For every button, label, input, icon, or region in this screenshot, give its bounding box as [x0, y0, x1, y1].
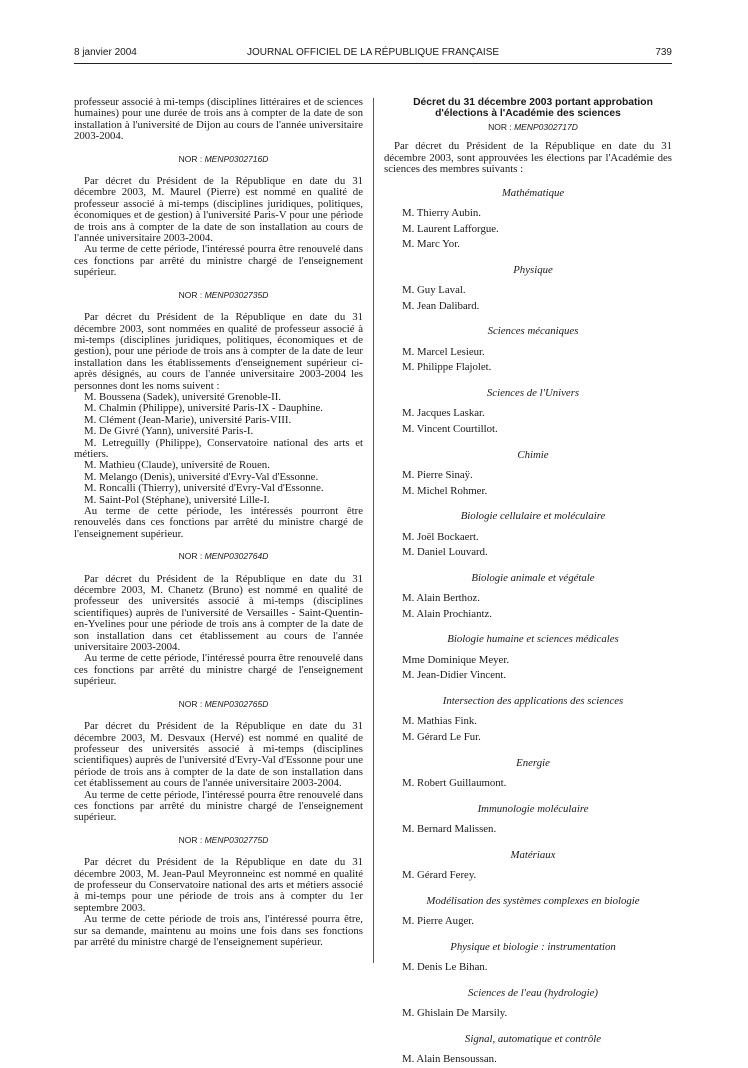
- nor-label: NOR :: [488, 122, 512, 132]
- discipline-section: [384, 634, 672, 684]
- nor-code: MENP0302716D: [204, 153, 269, 164]
- decree-block: [74, 154, 363, 279]
- discipline-heading: Mathématique: [501, 186, 565, 199]
- decree-paragraph: Au terme de cette période, l'intéressé pourra être renouvelé dans ces fonctions par arrêté du ministre chargé de l'enseignement supérieur.: [74, 788, 363, 824]
- member-name: M. Guy Laval.: [402, 284, 466, 297]
- decree-block: [74, 551, 363, 687]
- decree-block: [74, 699, 363, 824]
- appointee-item: M. Boussena (Sadek), université Grenoble-II.: [84, 390, 281, 403]
- member-name: M. Gérard Ferey.: [402, 868, 477, 881]
- discipline-heading: Biologie animale et végétale: [471, 571, 595, 584]
- discipline-heading: Sciences mécaniques: [487, 325, 579, 338]
- appointee-item: M. Clément (Jean-Marie), université Paris-VIII.: [84, 413, 292, 426]
- member-name: M. Vincent Courtillot.: [402, 423, 498, 435]
- discipline-section: [384, 758, 672, 792]
- nor-label: NOR :: [178, 289, 203, 300]
- left-column: [74, 97, 363, 948]
- right-column: [384, 97, 672, 1068]
- nor-reference: [74, 699, 363, 710]
- decree-paragraph: Au terme de cette période, l'intéressé pourra être renouvelé dans ces fonctions par arrêté du ministre chargé de l'enseignement supérieur.: [74, 652, 363, 688]
- member-name: M. Marcel Lesieur.: [402, 345, 485, 358]
- member-name: M. Mathias Fink.: [402, 715, 477, 728]
- decree-block: [74, 290, 363, 541]
- decree-paragraph: Par décret du Président de la République en date du 31 décembre 2003, M. Chanetz (Bruno) est nommé en qualité de professeur des universités associé à mi-temps (disciplines scientifiques) auprès de l'université de Versailles - Saint-Quentin-en-Yvelines pour une période de trois ans à compter de la date de son installation dans cet établissement au cours de l'année universitaire 2003-2004.: [74, 572, 363, 654]
- discipline-section: [384, 573, 672, 623]
- member-name: M. Pierre Auger.: [402, 914, 474, 927]
- discipline-heading: Physique et biologie : instrumentation: [450, 940, 616, 953]
- appointee-item: M. Letreguilly (Philippe), Conservatoire national des arts et métiers.: [74, 436, 363, 460]
- discipline-section: [384, 696, 672, 746]
- member-name: M. Robert Guillaumont.: [402, 776, 507, 789]
- discipline-section: [384, 850, 672, 884]
- nor-reference: [384, 122, 672, 133]
- nor-code: MENP0302775D: [204, 834, 269, 845]
- appointee-item: M. De Givré (Yann), université Paris-I.: [84, 425, 254, 438]
- member-name: M. Jacques Laskar.: [402, 407, 485, 420]
- discipline-section: [384, 326, 672, 376]
- nor-code: MENP0302765D: [204, 698, 269, 709]
- decree-paragraph: Par décret du Président de la République en date du 31 décembre 2003, M. Maurel (Pierre) est nommé en qualité de professeur associé à mi-temps (disciplines juridiques, politiques, économiques et de gestion) à l'université Paris-V pour une période de trois ans à compter de la date de son installation au cours de l'année universitaire 2003-2004.: [74, 175, 363, 245]
- discipline-heading: Biologie cellulaire et moléculaire: [460, 510, 606, 523]
- member-name: M. Pierre Sinaÿ.: [402, 469, 473, 481]
- nor-code: MENP0302717D: [514, 122, 578, 132]
- discipline-section: [384, 388, 672, 438]
- member-name: M. Daniel Louvard.: [402, 546, 488, 559]
- decree-paragraph: Au terme de cette période de trois ans, l'intéressé pourra être, sur sa demande, maintenu au moins une fois dans ses fonctions par arrêté du ministre chargé de l'enseignement supérieur.: [74, 913, 363, 948]
- nor-label: NOR :: [178, 698, 203, 709]
- nor-code: MENP0302735D: [204, 289, 269, 300]
- nor-label: NOR :: [178, 153, 203, 164]
- nor-reference: [74, 551, 363, 562]
- discipline-heading: Sciences de l'Univers: [486, 387, 580, 399]
- member-name: M. Alain Prochiantz.: [402, 607, 492, 620]
- nor-reference: [74, 154, 363, 165]
- member-name: M. Joël Bockaert.: [402, 530, 479, 543]
- nor-label: NOR :: [178, 551, 203, 562]
- decree-paragraph: Par décret du Président de la République en date du 31 décembre 2003, sont nommées en qualité de professeur associé à mi-temps (disciplines juridiques, politiques, économiques et de gestion), pour une période de trois ans à compter de la date de leur installation dans les établissements d'enseignement supérieur ci-après désignés, au cours de l'année universitaire 2003-2004 les personnes dont les noms suivent :: [74, 311, 363, 392]
- member-name: M. Alain Bensoussan.: [402, 1052, 497, 1065]
- discipline-heading: Sciences de l'eau (hydrologie): [468, 986, 598, 999]
- member-name: M. Ghislain De Marsily.: [402, 1006, 508, 1019]
- member-name: M. Marc Yor.: [402, 238, 460, 251]
- discipline-section: [384, 1034, 672, 1068]
- nor-label: NOR :: [178, 834, 203, 845]
- discipline-heading: Energie: [516, 756, 550, 769]
- discipline-section: [384, 942, 672, 976]
- discipline-heading: Signal, automatique et contrôle: [464, 1032, 602, 1045]
- member-name: M. Bernard Malissen.: [402, 822, 497, 835]
- member-name: M. Michel Rohmer.: [402, 484, 488, 497]
- member-name: M. Jean-Didier Vincent.: [402, 669, 507, 682]
- member-name: M. Gérard Le Fur.: [402, 730, 481, 743]
- discipline-section: [384, 804, 672, 838]
- decree-list: [74, 154, 363, 949]
- nor-code: MENP0302764D: [204, 551, 269, 562]
- appointee-item: M. Saint-Pol (Stéphane), université Lille-I.: [84, 493, 270, 506]
- decree-title: Décret du 31 décembre 2003 portant approbation d'élections à l'Académie des sciences: [413, 97, 653, 119]
- member-name: Mme Dominique Meyer.: [402, 653, 510, 666]
- discipline-section: [384, 511, 672, 561]
- decree-paragraph: Par décret du Président de la République en date du 31 décembre 2003, M. Jean-Paul Meyronneinc est nommé en qualité de professeur du Conservatoire national des arts et métiers associé à mi-temps pour une période de trois ans à compter du 1er septembre 2003.: [74, 856, 363, 914]
- appointee-item: M. Mathieu (Claude), université de Rouen.: [84, 459, 270, 472]
- decree-paragraph: Au terme de cette période, les intéressés pourront être renouvelés dans ces fonctions par arrêté du ministre chargé de l'enseignement supérieur.: [74, 505, 363, 540]
- member-name: M. Alain Berthoz.: [402, 592, 480, 605]
- member-name: M. Denis Le Bihan.: [402, 960, 488, 973]
- column-divider: [373, 98, 374, 963]
- discipline-section: [384, 450, 672, 500]
- discipline-heading: Biologie humaine et sciences médicales: [447, 633, 619, 646]
- decree-block: [74, 835, 363, 949]
- page-header: [74, 47, 672, 61]
- discipline-heading: Chimie: [517, 448, 549, 461]
- decree-intro: Par décret du Président de la République en date du 31 décembre 2003, sont approuvées les élections par l'Académie des sciences des membres suivants :: [384, 140, 672, 176]
- intro-paragraph: professeur associé à mi-temps (disciplines littéraires et de sciences humaines) pour une durée de trois ans à compter de la date de son installation à l'université de Dijon au cours de l'année universitaire 2003-2004.: [74, 96, 363, 143]
- appointee-item: M. Chalmin (Philippe), université Paris-IX - Dauphine.: [84, 402, 323, 415]
- discipline-heading: Immunologie moléculaire: [477, 802, 589, 815]
- decree-paragraph: Par décret du Président de la République en date du 31 décembre 2003, M. Desvaux (Hervé) est nommé en qualité de professeur des universités associé à mi-temps (disciplines scientifiques) auprès de l'université d'Evry-Val d'Essonne pour une période de trois ans à compter de la date de son installation dans cet établissement au cours de l'année universitaire 2003-2004.: [74, 720, 363, 790]
- nor-reference: [74, 835, 363, 846]
- discipline-heading: Modélisation des systèmes complexes en biologie: [426, 894, 640, 907]
- discipline-section: [384, 265, 672, 315]
- discipline-section: [384, 188, 672, 253]
- decree-paragraph: Au terme de cette période, l'intéressé pourra être renouvelé dans ces fonctions par arrêté du ministre chargé de l'enseignement supérieur.: [74, 243, 363, 279]
- discipline-heading: Intersection des applications des sciences: [442, 694, 624, 707]
- header-rule: [74, 63, 672, 64]
- member-name: M. Philippe Flajolet.: [402, 361, 492, 374]
- election-sections: [384, 188, 672, 1068]
- discipline-section: [384, 896, 672, 930]
- nor-reference: [74, 290, 363, 301]
- discipline-heading: Matériaux: [510, 848, 556, 861]
- discipline-section: [384, 988, 672, 1022]
- appointee-item: M. Roncalli (Thierry), université d'Evry-Val d'Essonne.: [84, 482, 324, 495]
- issue-date: 8 janvier 2004: [74, 47, 137, 58]
- appointee-item: M. Melango (Denis), université d'Evry-Val d'Essonne.: [84, 470, 319, 483]
- page-number: 739: [655, 47, 672, 58]
- member-name: M. Jean Dalibard.: [402, 299, 480, 312]
- member-name: M. Thierry Aubin.: [402, 207, 481, 220]
- discipline-heading: Physique: [513, 263, 553, 276]
- journal-title: JOURNAL OFFICIEL DE LA RÉPUBLIQUE FRANÇAISE: [246, 47, 500, 58]
- member-name: M. Laurent Lafforgue.: [402, 222, 499, 235]
